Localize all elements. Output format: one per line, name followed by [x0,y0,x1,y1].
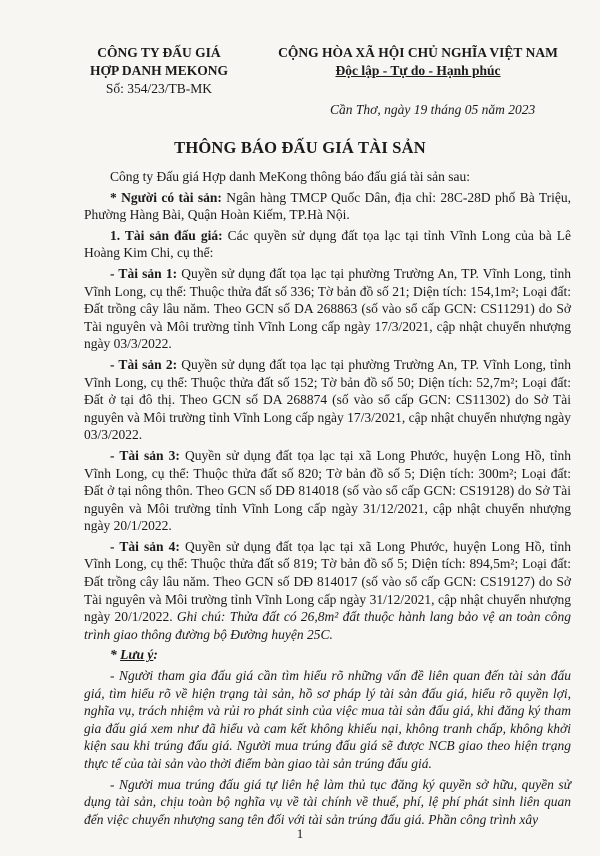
asset-2-paragraph [84,356,571,444]
section-1-label: 1. Tài sản đấu giá: [110,227,223,243]
notes-heading [84,646,571,664]
organization-header [84,44,234,98]
asset-4-text: Quyền sử dụng đất tọa lạc tại xã Long Phước, huyện Long Hồ, tỉnh Vĩnh Long, cụ thể: Thuộc thửa đất số 819; Tờ bản đồ số 5; Diện tích: 894,5m²; Loại đất: Đất trồng cây lâu năm. Theo GCN số DĐ 814017 (số vào sổ cấp GCN: CS19127) do Sở Tài nguyên và Môi trường tỉnh Vĩnh Long cấp ngày 31/12/2021, cập nhật chuyển nhượng ngày 20/1/2022. [84,538,571,625]
asset-4-note: Ghi chú: Thửa đất có 26,8m² đất thuộc hành lang bảo vệ an toàn công trình giao thông đường bộ Đường huyện 25C. [84,609,571,642]
asset-3-label: - Tài sản 3: [110,447,180,463]
asset-4-label: - Tài sản 4: [110,538,180,554]
notes-star: * [110,647,121,663]
intro-paragraph: Công ty Đấu giá Hợp danh MeKong thông báo đấu giá tài sản sau: [110,169,470,184]
owner-paragraph [84,189,571,224]
notes-colon: : [153,647,158,663]
owner-text: Ngân hàng TMCP Quốc Dân, địa chỉ: 28C-28D phố Bà Triệu, Phường Hàng Bài, Quận Hoàn Kiếm, TP.Hà Nội. [84,189,571,223]
nation-name: CỘNG HÒA XÃ HỘI CHỦ NGHĨA VIỆT NAM [278,45,558,60]
document-body [84,168,571,831]
date-line: Cần Thơ, ngày 19 tháng 05 năm 2023 [330,102,536,117]
document-title: THÔNG BÁO ĐẤU GIÁ TÀI SẢN [174,138,426,157]
owner-label: * Người có tài sản: [110,189,222,205]
page-number: 1 [296,826,304,841]
section-1-paragraph [84,227,571,262]
note-item: - Người tham gia đấu giá cần tìm hiểu rõ những vấn đề liên quan đến tài sản đấu giá, tìm hiểu rõ về hiện trạng tài sản, hồ sơ pháp lý tài sản đấu giá, hiểu rõ quyền lợi, nghĩa vụ, trách nhiệm và rủi ro phát sinh của việc mua tài sản đấu giá, khi đăng ký tham gia đấu giá xem như đã hiểu và cam kết không khiếu nại, không tranh chấp, không khởi kiện sau khi trúng đấu giá. Người mua trúng đấu giá sẽ được NCB giao theo hiện trạng thực tế của tài sản vào thời điểm bàn giao tài sản trúng đấu giá. [84,668,571,771]
national-motto: Độc lập - Tự do - Hạnh phúc [335,63,501,78]
asset-1-paragraph [84,265,571,353]
asset-4-paragraph [84,538,571,644]
note-item: - Người mua trúng đấu giá tự liên hệ làm thủ tục đăng ký quyền sở hữu, quyền sử dụng tài sản, chịu toàn bộ nghĩa vụ về tài chính về thuế, phí, lệ phí phát sinh liên quan đến việc chuyển nhượng sang tên đối với tài sản trúng đấu giá. Phần công trình xây [84,776,571,827]
asset-2-label: - Tài sản 2: [110,356,178,372]
org-name-line2: HỢP DANH MEKONG [90,63,228,78]
asset-3-paragraph [84,447,571,535]
asset-1-label: - Tài sản 1: [110,265,178,281]
asset-1-text: Quyền sử dụng đất tọa lạc tại phường Trường An, TP. Vĩnh Long, tỉnh Vĩnh Long, cụ thể: Thuộc thửa đất số 336; Tờ bản đồ số 21; Diện tích: 154,1m²; Loại đất: Đất trồng cây lâu năm. Theo GCN số DA 268863 (số vào sổ cấp GCN: CS11291) do Sở Tài nguyên và Môi trường tỉnh Vĩnh Long cấp ngày 17/3/2021, cập nhật chuyển nhượng ngày 03/3/2022. [84,265,572,352]
national-header [268,44,568,80]
org-name-line1: CÔNG TY ĐẤU GIÁ [97,45,221,60]
asset-2-text: Quyền sử dụng đất tọa lạc tại phường Trường An, TP. Vĩnh Long, tỉnh Vĩnh Long, cụ thể: Thuộc thửa đất số 152; Tờ bản đồ số 50; Diện tích: 52,7m²; Loại đất: Đất ở tại đô thị. Theo GCN số DA 268874 (số vào sổ cấp GCN: CS11302) do Sở Tài nguyên và Môi trường tỉnh Vĩnh Long cấp ngày 17/3/2021, cập nhật chuyển nhượng ngày 03/3/2022. [84,356,572,443]
document-number: Số: 354/23/TB-MK [105,81,213,96]
asset-3-text: Quyền sử dụng đất tọa lạc tại xã Long Phước, huyện Long Hồ, tỉnh Vĩnh Long, cụ thể: Thuộc thửa đất số 820; Tờ bản đồ số 5; Diện tích: 300m²; Loại đất: Đất ở tại nông thôn. Theo GCN số DĐ 814018 (số vào sổ cấp GCN: CS19128) do Sở Tài nguyên và Môi trường tỉnh Vĩnh Long cấp ngày 31/12/2021, cập nhật chuyển nhượng ngày 20/1/2022. [84,447,571,534]
notes-label: Lưu ý [120,647,154,663]
section-1-text: Các quyền sử dụng đất tọa lạc tại tỉnh Vĩnh Long của bà Lê Hoàng Kim Chi, cụ thể: [84,227,571,261]
